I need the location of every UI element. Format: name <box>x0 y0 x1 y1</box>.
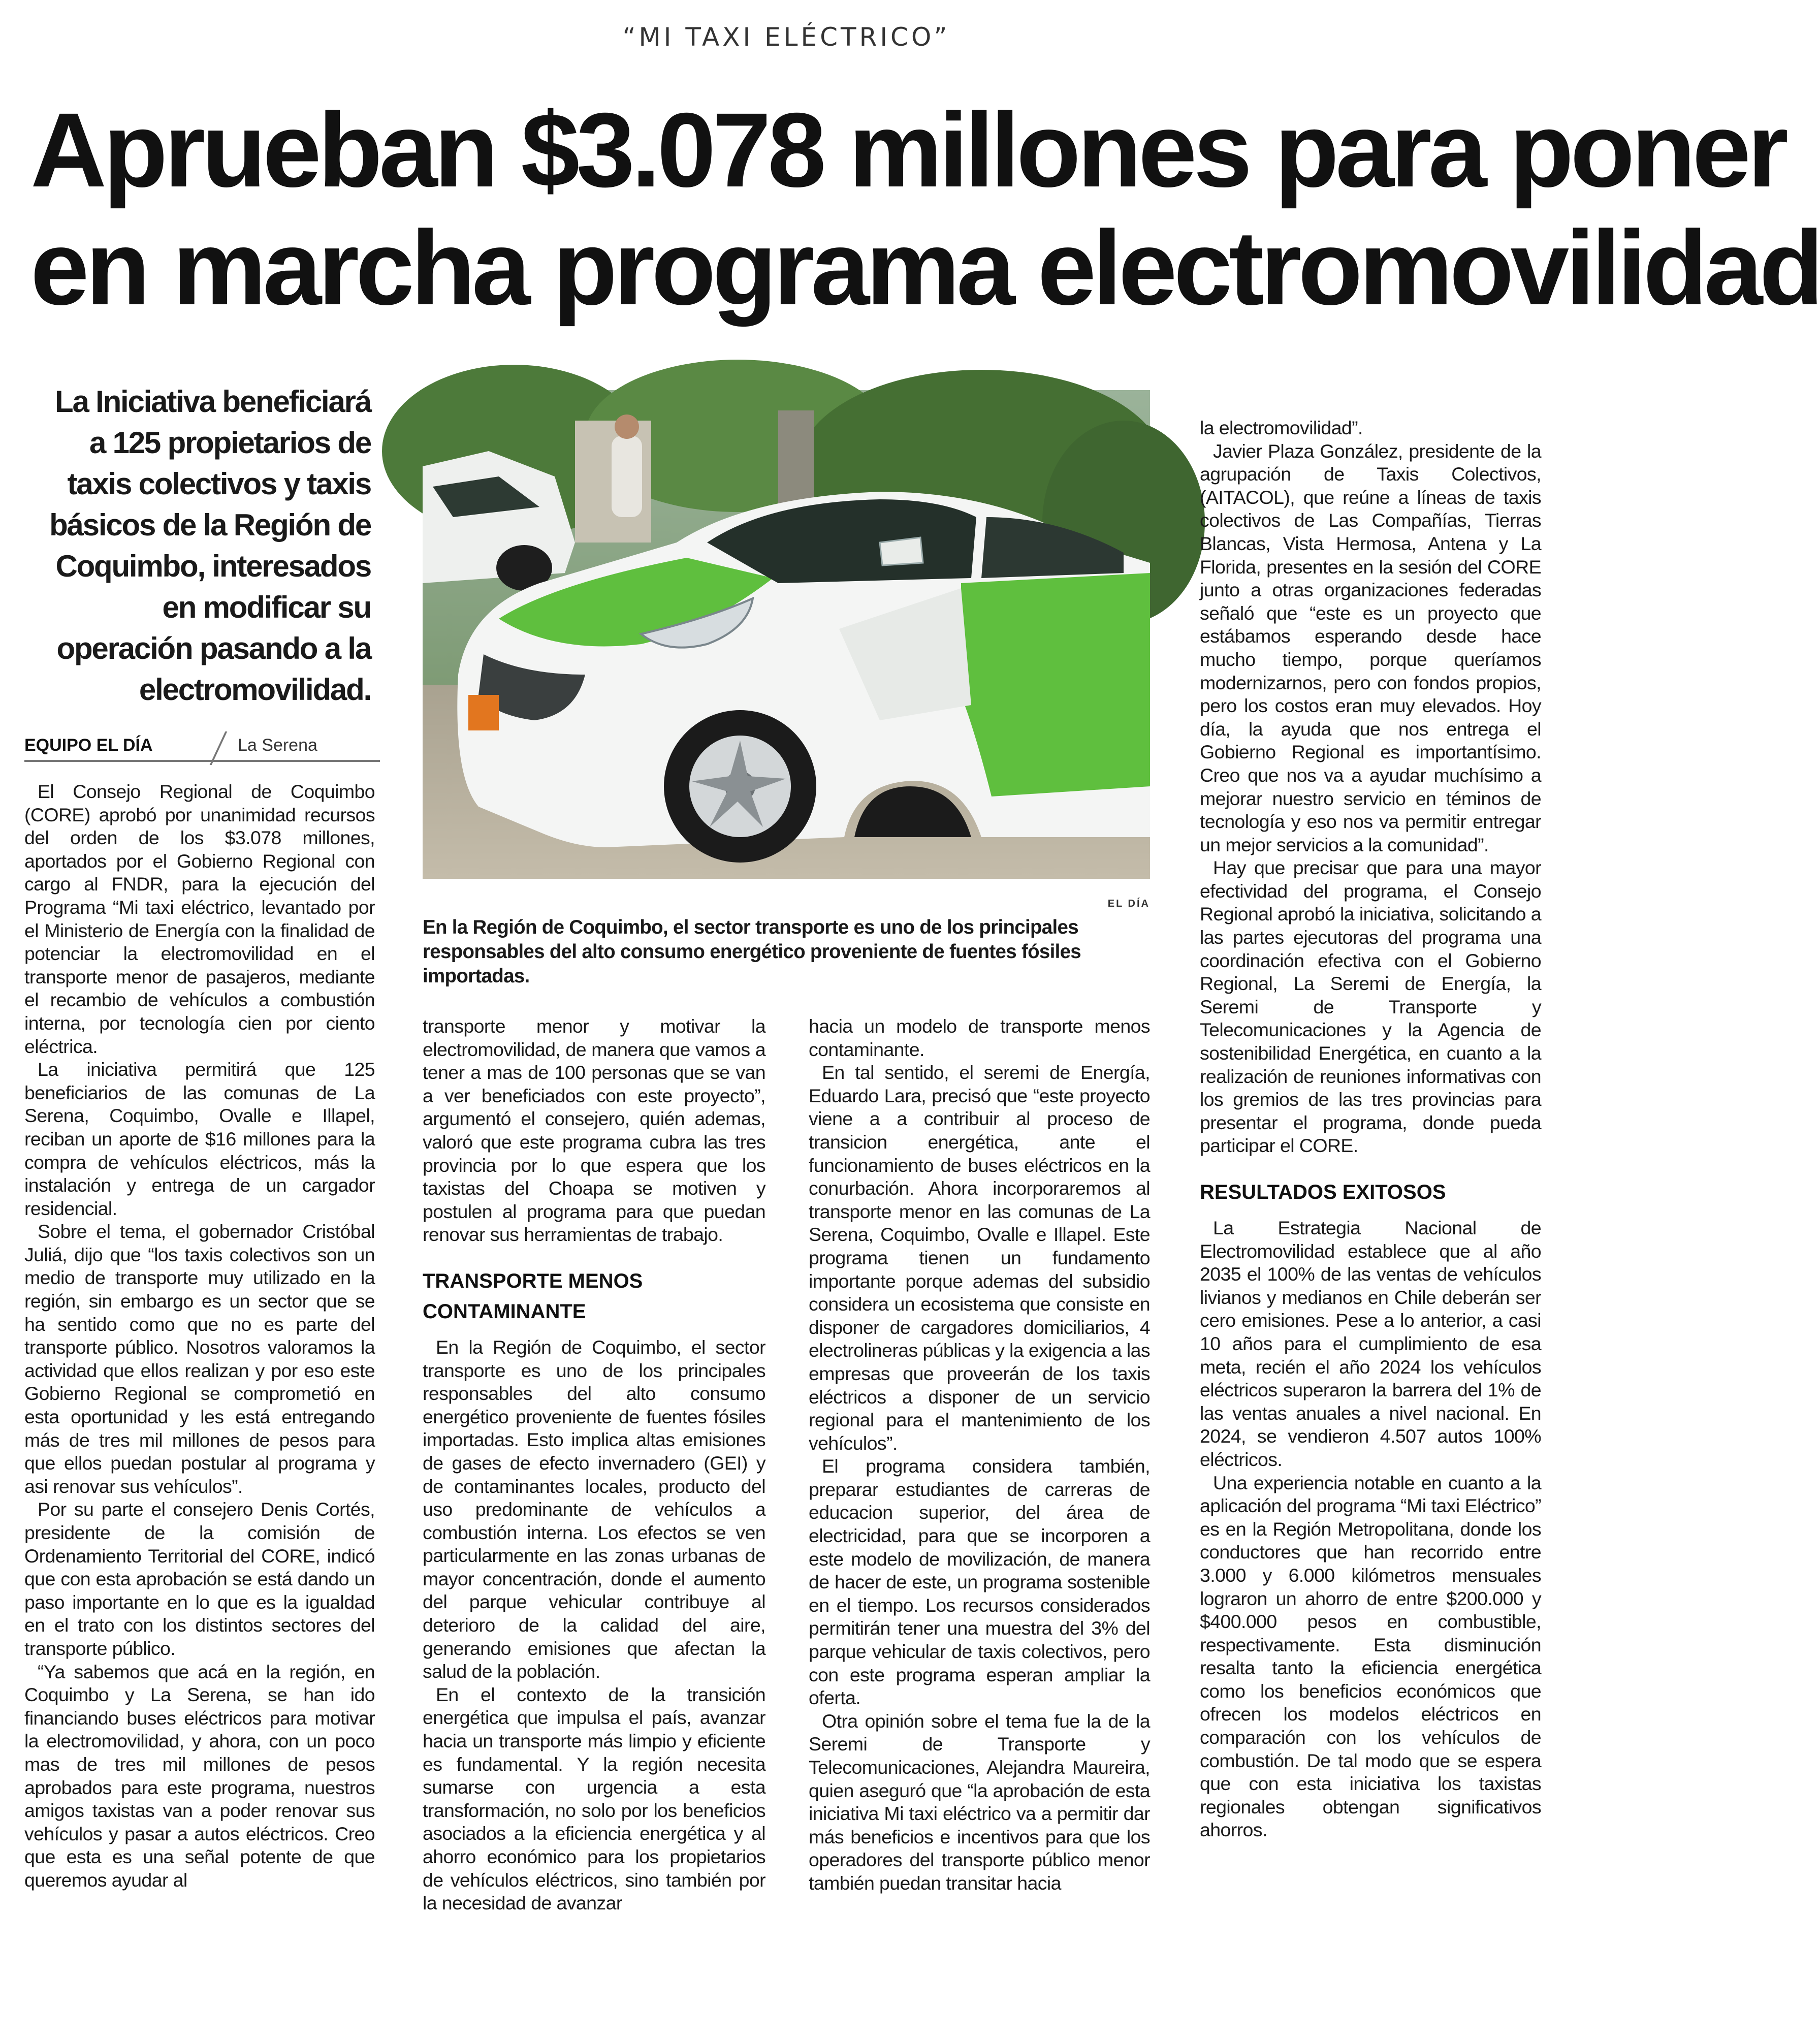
paragraph: “Ya sabemos que acá en la región, en Coquimbo y La Serena, se han ido financiando buses eléctricos para motivar la electromovilidad, y ahora, con un poco mas de tres mil millones de pesos aprobados para este programa, nuestros amigos taxistas van a poder renovar sus vehículos y pasar a autos eléctricos. Creo que esta es una señal potente de que queremos ayudar al <box>24 1661 375 1891</box>
byline <box>24 731 380 762</box>
lead-paragraph: La Iniciativa beneficiará a 125 propietarios de taxis colectivos y taxis básicos de la Región de Coquimbo, interesados en modificar su operación pasando a la electromovilidad. <box>49 385 371 707</box>
paragraph: En la Región de Coquimbo, el sector transporte es uno de los principales responsables del alto consumo energético proveniente de fuentes fósiles importadas. Esto implica altas emisiones de gases de efecto invernadero (GEI) y de contaminantes locales, producto del uso predominante de vehículos a combustión interna. Los efectos se ven particularmente en las zonas urbanas de mayor concentración, donde el aumento del parque vehicular contribuye al deterioro de la calidad del aire, generando emisiones que afectan la salud de la población. <box>423 1336 765 1682</box>
paragraph: Otra opinión sobre el tema fue la de la Seremi de Transporte y Telecomunicaciones, Alejandra Maureira, quien aseguró que “la aprobación de esta iniciativa Mi taxi eléctrico va a permitir dar más beneficios e incentivos para que los operadores del transporte público menor también puedan transitar hacia <box>809 1710 1150 1894</box>
paragraph: La iniciativa permitirá que 125 beneficiarios de las comunas de La Serena, Coquimbo, Ovalle e Illapel, reciban un aporte de $16 millones para la compra de vehículos eléctricos, más la instalación y entrega de un cargador residencial. <box>24 1059 375 1219</box>
paragraph: En el contexto de la transición energética que impulsa el país, avanzar hacia un transporte más limpio y eficiente es fundamental. Y la región necesita sumarse con urgencia a esta transformación, no solo por los beneficios asociados a la eficiencia energética y al ahorro económico para los propietarios de vehículos eléctricos, sino también por la necesidad de avanzar <box>423 1683 765 1914</box>
paragraph: Sobre el tema, el gobernador Cristóbal Juliá, dijo que “los taxis colectivos son un medio de transporte muy utilizado en la región, sin embargo es un sector que se ha sentido como que no es parte del transporte público. Nosotros valoramos la actividad que ellos realizan y por eso este Gobierno Regional se comprometió en esta oportunidad y les está entregando más de tres mil millones de pesos para que ellos puedan postular al programa y asi renovar sus vehículos”. <box>24 1221 375 1497</box>
paragraph: El programa considera también, preparar estudiantes de carreras de educacion superior, del área de electricidad, para que se incorporen a este modelo de movilización, de manera de hacer de este, un programa sostenible en el tiempo. Los recursos considerados permitirán tener una muestra del 3% del parque vehicular de taxis colectivos, pero con este programa esperan ampliar la oferta. <box>809 1455 1150 1709</box>
paragraph: Hay que precisar que para una mayor efectividad del programa, el Consejo Regional aprobó la iniciativa, solicitando a las partes ejecutoras del programa una coordinación efectiva con el Gobierno Regional, La Seremi de Energía, la Seremi de Transporte y Telecomunicaciones y la Agencia de sostenibilidad Energética, en cuanto a la realización de reuniones informativas con los gremios de las tres provincias para presentar el programa, donde pueda participar el CORE. <box>1200 857 1541 1157</box>
paragraph: La Estrategia Nacional de Electromovilidad establece que al año 2035 el 100% de las ventas de vehículos livianos y medianos en Chile deberán ser cero emisiones. Pese a lo anterior, a casi 10 años para el cumplimiento de esa meta, recién el año 2024 los vehículos eléctricos superaron la barrera del 1% de las ventas anuales a nivel nacional. En 2024, se vendieron 4.507 autos 100% eléctricos. <box>1200 1217 1541 1470</box>
byline-divider <box>210 731 228 765</box>
article-photo <box>423 390 1150 879</box>
photo-credit: EL DÍA <box>1107 898 1150 909</box>
paragraph: Por su parte el consejero Denis Cortés, presidente de la comisión de Ordenamiento Territorial del CORE, indicó que con esta aprobación se está dando un paso importante en lo que es la igualdad en el trato con los distintos sectores del transporte público. <box>24 1499 375 1659</box>
headline-line-2: en marcha programa electromovilidad <box>30 209 1820 327</box>
paragraph: En tal sentido, el seremi de Energía, Eduardo Lara, precisó que “este proyecto viene a a contribuir al proceso de transicion energética, ante el funcionamiento de buses eléctricos en la conurbación. Ahora incorporaremos al transporte menor en las comunas de La Serena, Coquimbo, Ovalle e Illapel. Este programa tienen un fundamento importante porque ademas del subsidio considera un ecosistema que consiste en disponer de cargadores domiciliarios, 4 electrolineras públicas y la exigencia a las empresas que proveerán de los taxis eléctricos a disponer de un servicio regional para el mantenimiento de los vehículos”. <box>809 1062 1150 1454</box>
article-column-3 <box>809 1015 1150 1895</box>
photo-caption: En la Región de Coquimbo, el sector transporte es uno de los principales responsables del alto consumo energético proveniente de fuentes fósiles importadas. <box>423 916 1081 987</box>
subheading-resultados: RESULTADOS EXITOSOS <box>1200 1181 1446 1203</box>
paragraph: Una experiencia notable en cuanto a la aplicación del programa “Mi taxi Eléctrico” es en la Región Metropolitana, donde los conductores que han recorrido entre 3.000 y 6.000 kilómetros mensuales lograron un ahorro de entre $200.000 y $400.000 pesos en combustible, respectivamente. Esta disminución resalta tanto la eficiencia energética como los beneficios económicos que ofrecen los modelos eléctricos en comparación con los vehículos de combustión. De tal modo que se espera que con esta iniciativa los taxistas regionales obtengan significativos ahorros. <box>1200 1472 1541 1841</box>
article-column-1 <box>24 780 375 1892</box>
article-column-2 <box>423 1015 765 1915</box>
headline <box>30 91 1820 327</box>
section-kicker: “MI TAXI ELÉCTRICO” <box>622 22 950 52</box>
byline-author: EQUIPO EL DÍA <box>24 736 153 755</box>
paragraph: la electromovilidad”. <box>1200 417 1363 438</box>
subheading-transporte: TRANSPORTE MENOS CONTAMINANTE <box>423 1269 643 1323</box>
paragraph: hacia un modelo de transporte menos contaminante. <box>809 1015 1150 1060</box>
article-column-4 <box>1200 417 1541 1842</box>
headline-line-1: Aprueban $3.078 millones para poner <box>30 91 1785 209</box>
electric-taxi-image <box>423 390 1150 879</box>
byline-place: La Serena <box>238 736 317 755</box>
paragraph: Javier Plaza González, presidente de la agrupación de Taxis Colectivos, (AITACOL), que reúne a líneas de taxis colectivos de Las Compañías, Tierras Blancas, Vista Hermosa, Antena y La Florida, presentes en la sesión del CORE junto a otras organizaciones federadas señaló que “este es un proyecto que estábamos esperando desde hace mucho tiempo, porque queríamos modernizarnos, pero con fondos propios, pero los costos eran muy elevados. Hoy día, la ayuda que nos entrega el Gobierno Regional es importantísimo. Creo que nos va a ayudar muchísimo a mejorar nuestro servicio en téminos de tecnología y eso nos va permitir entregar un mejor servicios a la comunidad”. <box>1200 440 1541 855</box>
paragraph: El Consejo Regional de Coquimbo (CORE) aprobó por unanimidad recursos del orden de los $3.078 millones, aportados por el Gobierno Regional con cargo al FNDR, para la ejecución del Programa “Mi taxi eléctrico, levantado por el Ministerio de Energía con la finalidad de potenciar la electromovilidad en el transporte menor de pasajeros, mediante el recambio de vehículos a combustión interna, por tecnología cien por ciento eléctrica. <box>24 781 375 1057</box>
paragraph: transporte menor y motivar la electromovilidad, de manera que vamos a tener a mas de 100 personas que se van a ver beneficiados con este proyecto”, argumentó el consejero, quién ademas, valoró que este programa cubra las tres provincia por lo que espera que los taxistas del Choapa se motiven y postulen al programa para que puedan renovar sus herramientas de trabajo. <box>423 1015 765 1246</box>
